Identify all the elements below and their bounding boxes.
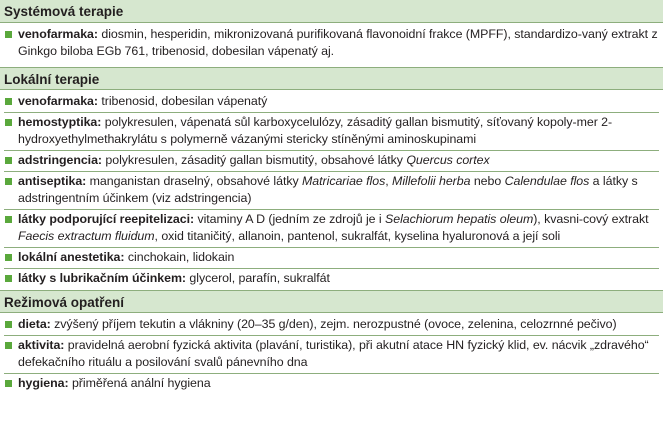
bullet-icon [5, 380, 12, 387]
bullet-icon [5, 321, 12, 328]
section-heading-local: Lokální terapie [0, 67, 663, 89]
list-item: látky s lubrikačním účinkem: glycerol, parafín, sukralfát [4, 268, 659, 287]
section-heading-regimen: Režimová opatření [0, 290, 663, 312]
bullet-icon [5, 119, 12, 126]
list-item: adstringencia: polykresulen, zásaditý gallan bismutitý, obsahové látky Quercus cortex [4, 150, 659, 169]
section-body-regimen [0, 312, 663, 395]
bullet-icon [5, 342, 12, 349]
bullet-icon [5, 216, 12, 223]
bullet-icon [5, 31, 12, 38]
bullet-icon [5, 98, 12, 105]
bullet-icon [5, 275, 12, 282]
list-item: hygiena: přiměřená anální hygiena [4, 373, 659, 392]
section-body-systemic [0, 22, 663, 67]
list-item: látky podporující reepitelizaci: vitaminy A D (jedním ze zdrojů je i Selachiorum hepatis oleum), kvasni-cový extrakt Faecis extractum fluidum, oxid titaničitý, allanoin, pantenol, sukralfát, kyselina hyaluronová a její soli [4, 209, 659, 245]
bullet-icon [5, 254, 12, 261]
list-item: dieta: zvýšený příjem tekutin a vlákniny (20–35 g/den), zejm. nerozpustné (ovoce, zelenina, celozrnné pečivo) [4, 316, 659, 333]
list-item: antiseptika: manganistan draselný, obsahové látky Matricariae flos, Millefolii herba nebo Calendulae flos a látky s adstringentním účinkem (viz adstringencia) [4, 171, 659, 207]
list-item: aktivita: pravidelná aerobní fyzická aktivita (plavání, turistika), při akutní atace HN fyzický klid, ev. nácvik „zdravého“ defekačního rituálu a posilování svalů pánevního dna [4, 335, 659, 371]
list-item: venofarmaka: diosmin, hesperidin, mikronizovaná purifikovaná flavonoidní frakce (MPFF), standardizo-vaný extrakt z Ginkgo biloba EGb 761, tribenosid, dobesilan vápenatý aj. [4, 26, 659, 60]
bullet-icon [5, 157, 12, 164]
list-item: hemostyptika: polykresulen, vápenatá sůl karboxycelulózy, zásaditý gallan bismutitý, síťovaný kopoly-mer 2-hydroxyethylmethakrylátu s polymerně vázanými stericky stíněnými aminoskupinami [4, 112, 659, 148]
section-body-local [0, 89, 663, 290]
list-item: lokální anestetika: cinchokain, lidokain [4, 247, 659, 266]
section-heading-systemic: Systémová terapie [0, 0, 663, 22]
bullet-icon [5, 178, 12, 185]
list-item: venofarmaka: tribenosid, dobesilan vápenatý [4, 93, 659, 110]
